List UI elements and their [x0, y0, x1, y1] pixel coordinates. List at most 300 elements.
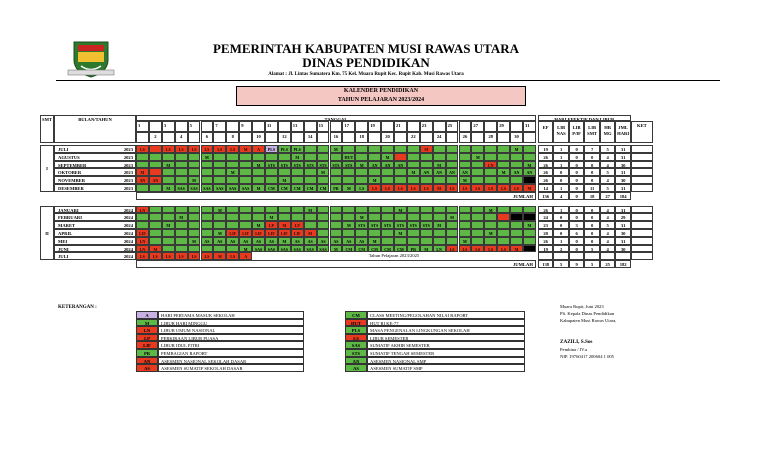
day-cell: SAS [175, 184, 188, 192]
day-cell [330, 206, 343, 214]
total-pif: 9 [569, 260, 585, 268]
day-cell: SAS [252, 245, 265, 253]
day-cell [355, 168, 368, 176]
legend-code: SAS [345, 341, 367, 349]
day-number-cell: 17 [342, 121, 355, 132]
day-cell [330, 229, 343, 237]
day-cell: LS [459, 184, 472, 192]
month-year: 2024 [123, 223, 133, 229]
day-cell [149, 229, 162, 237]
legend-title: KETERANGAN : [58, 305, 97, 310]
day-cell [226, 221, 239, 229]
day-cell [213, 245, 226, 253]
day-cell [201, 229, 214, 237]
day-cell: CM [368, 245, 381, 253]
day-cell: LS [471, 184, 484, 192]
day-cell: AS [304, 237, 317, 245]
total-ef: 136 [538, 192, 554, 200]
total-pif: 0 [569, 192, 585, 200]
day-cell [523, 153, 536, 161]
day-cell: LS [420, 184, 433, 192]
day-cell [433, 206, 446, 214]
day-cell [239, 221, 252, 229]
day-cell: M [446, 213, 459, 221]
day-number-cell: 20 [381, 132, 394, 143]
day-number-cell: 4 [175, 132, 188, 143]
day-cell [330, 176, 343, 184]
day-cell [394, 145, 407, 153]
day-cell: LIF [265, 229, 278, 237]
day-cell [175, 153, 188, 161]
day-cell [213, 176, 226, 184]
day-cell: M [433, 161, 446, 169]
day-cell [407, 161, 420, 169]
day-cell: CM [265, 184, 278, 192]
semester-label: I [40, 145, 54, 192]
day-cell [459, 161, 472, 169]
day-cell: HUT [342, 153, 355, 161]
day-cell [394, 168, 407, 176]
month-name: JULI 2024 [54, 252, 136, 260]
legend-text: SUMATIF TENGAH SEMESTER [367, 349, 525, 357]
day-cell: LS [459, 245, 472, 253]
day-cell [162, 237, 175, 245]
summary-mg [600, 252, 616, 260]
day-cell [149, 184, 162, 192]
day-cell: M [330, 245, 343, 253]
day-cell [149, 237, 162, 245]
day-cell [162, 176, 175, 184]
day-number-cell [265, 132, 278, 143]
day-cell [252, 168, 265, 176]
month-year: 2024 [123, 246, 133, 252]
day-cell [162, 168, 175, 176]
legend-text: ASESMEN SUMATIF SEKOLAH DASAR [158, 364, 304, 372]
legend-code: STS [345, 349, 367, 357]
summary-smt: 7 [584, 145, 600, 153]
day-cell: AN [510, 168, 523, 176]
day-cell [136, 184, 149, 192]
day-cell: STS [265, 161, 278, 169]
summary-mg: 4 [600, 213, 616, 221]
day-cell [433, 213, 446, 221]
day-cell: LIF [239, 229, 252, 237]
day-cell: M [265, 213, 278, 221]
summary-ef: 26 [538, 168, 554, 176]
day-cell [459, 213, 472, 221]
day-cell [510, 229, 523, 237]
day-cell [226, 153, 239, 161]
summary-ef: 26 [538, 153, 554, 161]
day-cell: M [342, 184, 355, 192]
day-cell [523, 145, 536, 153]
summary-jml [615, 252, 631, 260]
legend-text: SUMATIF AKHIR SEMESTER [367, 341, 525, 349]
day-cell: SAS [265, 245, 278, 253]
legend-text: ASESMEN SUMATIF SMP [367, 364, 525, 372]
day-cell [381, 145, 394, 153]
day-number-cell [278, 121, 291, 132]
summary-mg: 4 [600, 176, 616, 184]
day-cell: M [136, 168, 149, 176]
ket-cell [631, 221, 653, 229]
day-cell [523, 229, 536, 237]
day-cell [304, 153, 317, 161]
day-cell [188, 161, 201, 169]
day-cell [446, 206, 459, 214]
address-line: Alamat : Jl. Lintas Sumatera Km. 75 Kel. Muara Rupit Kec. Rupit Kab. Musi Rawas Utara [268, 72, 464, 77]
day-cell: AS [355, 237, 368, 245]
day-cell: M [213, 229, 226, 237]
day-cell [136, 221, 149, 229]
summary-nas: 0 [553, 229, 569, 237]
day-cell [433, 176, 446, 184]
day-cell [136, 161, 149, 169]
day-cell [484, 221, 497, 229]
signature-role: Plt. Kepala Dinas Pendidikan [560, 311, 615, 317]
day-cell: SAS [188, 184, 201, 192]
day-number-cell [136, 132, 149, 143]
day-cell [497, 206, 510, 214]
day-cell: M [213, 252, 226, 260]
day-cell: CM [304, 184, 317, 192]
day-cell [381, 176, 394, 184]
day-cell [459, 206, 472, 214]
day-number-cell: 13 [291, 121, 304, 132]
day-cell [317, 213, 330, 221]
day-cell [510, 176, 523, 184]
day-cell [368, 229, 381, 237]
total-nas: 5 [553, 260, 569, 268]
day-cell: STS [368, 221, 381, 229]
day-cell [407, 213, 420, 221]
day-cell [304, 168, 317, 176]
day-number-cell [239, 132, 252, 143]
day-cell: CM [355, 245, 368, 253]
day-cell: AS [226, 237, 239, 245]
day-cell [497, 153, 510, 161]
legend-text: LIBUR SEMESTER [367, 334, 525, 342]
day-cell [304, 221, 317, 229]
legend-text: PERKIRAAN LIBUR PUASA [158, 334, 304, 342]
day-cell: AN [149, 176, 162, 184]
day-cell [420, 161, 433, 169]
summary-jml: 31 [615, 237, 631, 245]
day-cell: LS [368, 184, 381, 192]
summary-ef: 24 [538, 213, 554, 221]
day-number-cell: 3 [162, 121, 175, 132]
day-cell [355, 229, 368, 237]
day-cell: M [252, 184, 265, 192]
day-cell [162, 229, 175, 237]
day-cell: STS [317, 161, 330, 169]
summary-mg: 5 [600, 168, 616, 176]
day-cell [226, 213, 239, 221]
day-cell [471, 229, 484, 237]
day-cell: LS [355, 184, 368, 192]
day-cell [317, 176, 330, 184]
day-cell [201, 245, 214, 253]
ket-cell [631, 161, 653, 169]
day-number-cell: 6 [201, 132, 214, 143]
day-cell [175, 161, 188, 169]
day-number-cell: 28 [484, 132, 497, 143]
day-cell: PR [330, 184, 343, 192]
day-cell: M [162, 221, 175, 229]
summary-jml: 31 [615, 184, 631, 192]
day-cell: M [175, 213, 188, 221]
signatory-nip: NIP. 19760417 200604 1 005 [560, 354, 614, 360]
day-cell [342, 168, 355, 176]
day-cell: M [394, 229, 407, 237]
header-smt: SMT [40, 115, 54, 143]
day-number-cell: 16 [330, 132, 343, 143]
legend-text: HUT RI KE-77 [367, 319, 525, 327]
month-name: OKTOBER 2023 [54, 168, 136, 176]
day-cell [407, 145, 420, 153]
day-cell: AS [330, 237, 343, 245]
day-cell [368, 168, 381, 176]
day-cell: LS [510, 184, 523, 192]
day-number-cell [291, 132, 304, 143]
summary-ef: 26 [538, 206, 554, 214]
day-cell: M [317, 168, 330, 176]
header-tanggal: TANGGAL [136, 115, 536, 121]
month-year: 2024 [123, 207, 133, 213]
month-year: 2024 [123, 215, 133, 221]
day-number-cell [252, 121, 265, 132]
day-cell [446, 221, 459, 229]
legend-text: ASESMEN NASIONAL SMP [367, 357, 525, 365]
day-cell [317, 153, 330, 161]
summary-jml: 31 [615, 153, 631, 161]
month-year: 2023 [123, 154, 133, 160]
summary-ef [538, 252, 554, 260]
day-cell [459, 153, 472, 161]
day-cell: M [355, 161, 368, 169]
day-cell: STS [278, 161, 291, 169]
summary-nas: 1 [553, 206, 569, 214]
day-cell [471, 237, 484, 245]
legend-text: LIBUR IDUL FITRI [158, 341, 304, 349]
summary-nas: 1 [553, 153, 569, 161]
day-cell [523, 245, 536, 253]
day-number-cell [459, 121, 472, 132]
summary-smt: 0 [584, 168, 600, 176]
month-name: JUNI 2024 [54, 245, 136, 253]
day-cell: LP [291, 221, 304, 229]
summary-ef: 14 [538, 184, 554, 192]
day-cell: AS [252, 237, 265, 245]
day-cell: A [252, 145, 265, 153]
day-cell [446, 229, 459, 237]
day-cell [226, 161, 239, 169]
day-number-cell [433, 121, 446, 132]
day-cell: M [188, 237, 201, 245]
summary-pif: 6 [569, 229, 585, 237]
day-number-cell: 18 [355, 132, 368, 143]
day-cell [252, 213, 265, 221]
day-cell [523, 237, 536, 245]
day-cell: M [368, 237, 381, 245]
day-cell [304, 213, 317, 221]
day-cell [149, 213, 162, 221]
summary-mg: 4 [600, 245, 616, 253]
day-cell: SAS [239, 184, 252, 192]
day-cell [342, 145, 355, 153]
semester-label: II [40, 206, 54, 261]
day-cell [407, 237, 420, 245]
day-cell [213, 161, 226, 169]
total-jml: 182 [615, 260, 631, 268]
legend-text: PEMBAGIAN RAPORT [158, 349, 304, 357]
day-cell [497, 176, 510, 184]
summary-nas: 1 [553, 161, 569, 169]
summary-mg: 5 [600, 221, 616, 229]
day-cell [175, 237, 188, 245]
legend-code: LP [136, 334, 158, 342]
day-cell: STS [407, 221, 420, 229]
day-cell: SAS [201, 184, 214, 192]
summary-nas: 0 [553, 168, 569, 176]
day-cell [201, 161, 214, 169]
day-number-cell: 24 [433, 132, 446, 143]
day-cell: PLS [278, 145, 291, 153]
day-number-cell: 8 [226, 132, 239, 143]
day-cell: M [213, 206, 226, 214]
header-hari-efektif: HARI EFEKTIF DAN LIBUR [538, 115, 631, 121]
day-cell [433, 153, 446, 161]
day-cell [278, 213, 291, 221]
day-cell [368, 145, 381, 153]
month-year: 2023 [123, 162, 133, 168]
day-cell [201, 221, 214, 229]
day-number-cell: 30 [510, 132, 523, 143]
day-number-cell: 5 [188, 121, 201, 132]
day-number-cell: 15 [317, 121, 330, 132]
day-cell [381, 168, 394, 176]
header-lib_smt: LIB SMT [584, 121, 600, 143]
day-cell: STS [355, 221, 368, 229]
day-cell [497, 221, 510, 229]
day-cell [446, 237, 459, 245]
day-cell: M [355, 213, 368, 221]
day-cell [497, 229, 510, 237]
day-cell [188, 168, 201, 176]
day-number-cell [471, 132, 484, 143]
ket-cell [631, 213, 653, 221]
summary-jml: 30 [615, 245, 631, 253]
day-cell: LIF [136, 229, 149, 237]
day-cell [497, 213, 510, 221]
legend-code: A [136, 311, 158, 319]
day-cell: LS [213, 145, 226, 153]
day-cell [433, 237, 446, 245]
legend-code: LN [136, 326, 158, 334]
summary-mg: 4 [600, 237, 616, 245]
day-number-cell: 22 [407, 132, 420, 143]
summary-jml: 31 [615, 221, 631, 229]
day-cell: M [510, 145, 523, 153]
day-cell: M [304, 229, 317, 237]
day-cell [291, 168, 304, 176]
day-cell [317, 206, 330, 214]
summary-pif: 0 [569, 213, 585, 221]
day-cell [149, 206, 162, 214]
day-cell [381, 229, 394, 237]
legend-text: LIBUR HARI MINGGU [158, 319, 304, 327]
day-cell [265, 153, 278, 161]
ket-cell [631, 237, 653, 245]
month-year: 2024 [123, 231, 133, 236]
day-cell [484, 176, 497, 184]
day-cell: LS [446, 245, 459, 253]
day-cell: LIF [252, 229, 265, 237]
day-number-cell: 1 [136, 121, 149, 132]
calendar-title: KALENDER PENDIDIKAN [343, 88, 419, 94]
day-cell: M [497, 168, 510, 176]
day-cell: CM [291, 184, 304, 192]
day-cell [291, 206, 304, 214]
day-cell: AS [265, 237, 278, 245]
summary-pif: 0 [569, 206, 585, 214]
day-cell: LS [446, 184, 459, 192]
day-cell: AS [291, 237, 304, 245]
day-cell [175, 176, 188, 184]
day-number-cell [368, 132, 381, 143]
summary-pif: 0 [569, 237, 585, 245]
month-name: DESEMBER 2023 [54, 184, 136, 192]
day-cell: LS [201, 252, 214, 260]
day-cell: AS [342, 237, 355, 245]
day-number-cell [162, 132, 175, 143]
summary-smt: 0 [584, 161, 600, 169]
day-cell [523, 176, 536, 184]
legend-code: PR [136, 349, 158, 357]
summary-smt: 0 [584, 221, 600, 229]
day-cell [484, 145, 497, 153]
day-cell: SAS [226, 184, 239, 192]
summary-mg: 4 [600, 206, 616, 214]
day-cell: M [201, 153, 214, 161]
day-cell: M [407, 168, 420, 176]
summary-pif: 0 [569, 168, 585, 176]
day-cell: AS [213, 237, 226, 245]
day-cell [471, 213, 484, 221]
day-cell: M [239, 145, 252, 153]
day-cell [175, 245, 188, 253]
day-cell [433, 229, 446, 237]
day-cell: LS [226, 145, 239, 153]
day-cell [368, 206, 381, 214]
header-jml_hari: JML HARI [615, 121, 631, 143]
legend-code: AS [345, 364, 367, 372]
day-cell: M [523, 221, 536, 229]
summary-nas: 0 [553, 221, 569, 229]
day-cell: LS [136, 145, 149, 153]
day-number-cell [355, 121, 368, 132]
signatory-name: ZAZILI, S.Sos [560, 338, 593, 345]
day-cell [510, 153, 523, 161]
day-number-cell [149, 121, 162, 132]
day-cell [226, 245, 239, 253]
total-mg: 27 [600, 192, 616, 200]
day-cell: CM [317, 184, 330, 192]
day-cell [446, 145, 459, 153]
summary-smt: 11 [584, 184, 600, 192]
total-nas: 4 [553, 192, 569, 200]
day-cell: PLS [265, 145, 278, 153]
